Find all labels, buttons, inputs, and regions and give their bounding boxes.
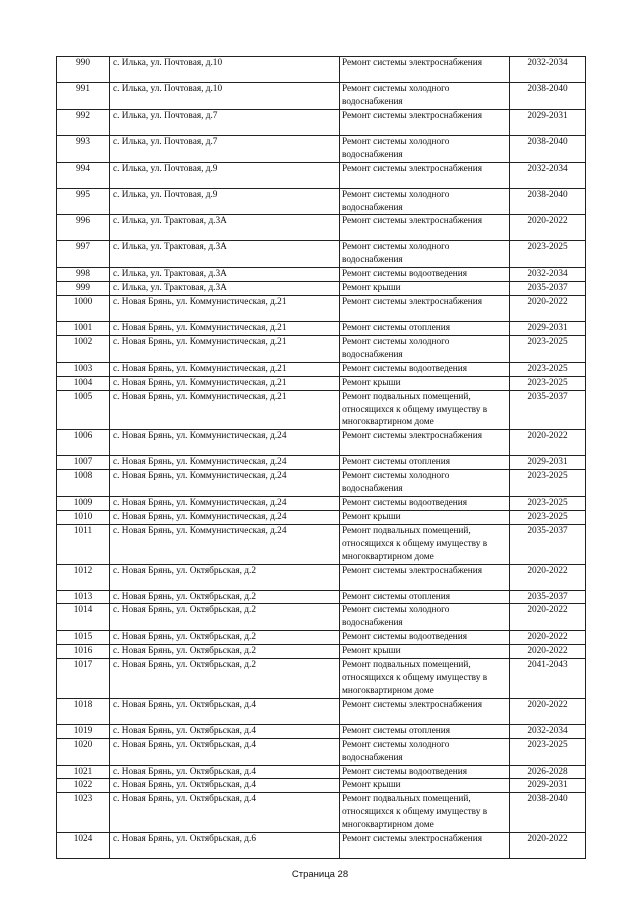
- row-number-cell: 998: [57, 268, 110, 282]
- row-number-cell: 993: [57, 135, 110, 162]
- period-cell: 2041-2043: [510, 659, 586, 699]
- work-type-cell: Ремонт системы водоотведения: [340, 631, 510, 645]
- address-cell: с. Новая Брянь, ул. Октябрьская, д.4: [110, 724, 340, 738]
- table-row: [57, 590, 586, 604]
- work-type-cell: Ремонт системы водоотведения: [340, 268, 510, 282]
- period-cell: 2023-2025: [510, 362, 586, 376]
- row-number-cell: 995: [57, 188, 110, 215]
- address-cell: с. Илька, ул. Трактовая, д.3А: [110, 241, 340, 268]
- work-type-cell: Ремонт подвальных помещений, относящихся к общему имуществу в многоквартирном доме: [340, 659, 510, 699]
- table-row: [57, 564, 586, 590]
- work-type-cell: Ремонт системы отопления: [340, 456, 510, 470]
- table-row: [57, 335, 586, 362]
- page-footer: Страница 28: [291, 869, 349, 880]
- row-number-cell: 1021: [57, 765, 110, 779]
- period-cell: 2032-2034: [510, 724, 586, 738]
- period-cell: 2035-2037: [510, 390, 586, 430]
- table-row: [57, 376, 586, 390]
- period-cell: 2023-2025: [510, 497, 586, 511]
- address-cell: с. Илька, ул. Почтовая, д.9: [110, 162, 340, 188]
- table-row: [57, 659, 586, 699]
- table-row: [57, 390, 586, 430]
- address-cell: с. Новая Брянь, ул. Октябрьская, д.2: [110, 604, 340, 631]
- address-cell: с. Новая Брянь, ул. Октябрьская, д.2: [110, 564, 340, 590]
- row-number-cell: 1020: [57, 738, 110, 765]
- table-row: [57, 430, 586, 456]
- period-cell: 2020-2022: [510, 296, 586, 322]
- address-cell: с. Новая Брянь, ул. Октябрьская, д.2: [110, 590, 340, 604]
- row-number-cell: 992: [57, 109, 110, 135]
- period-cell: 2023-2025: [510, 738, 586, 765]
- period-cell: 2038-2040: [510, 188, 586, 215]
- table-row: [57, 793, 586, 833]
- address-cell: с. Новая Брянь, ул. Октябрьская, д.4: [110, 779, 340, 793]
- period-cell: 2023-2025: [510, 241, 586, 268]
- work-type-cell: Ремонт системы электроснабжения: [340, 162, 510, 188]
- work-type-cell: Ремонт системы водоотведения: [340, 765, 510, 779]
- table-row: [57, 470, 586, 497]
- address-cell: с. Новая Брянь, ул. Коммунистическая, д.21: [110, 362, 340, 376]
- table-row: [57, 296, 586, 322]
- address-cell: с. Новая Брянь, ул. Коммунистическая, д.21: [110, 390, 340, 430]
- period-cell: 2020-2022: [510, 833, 586, 859]
- address-cell: с. Новая Брянь, ул. Октябрьская, д.2: [110, 645, 340, 659]
- table-row: [57, 510, 586, 524]
- table-row: [57, 215, 586, 241]
- work-type-cell: Ремонт системы отопления: [340, 590, 510, 604]
- address-cell: с. Илька, ул. Почтовая, д.10: [110, 57, 340, 83]
- period-cell: 2020-2022: [510, 430, 586, 456]
- table-row: [57, 698, 586, 724]
- period-cell: 2032-2034: [510, 162, 586, 188]
- address-cell: с. Илька, ул. Трактовая, д.3А: [110, 268, 340, 282]
- work-type-cell: Ремонт крыши: [340, 510, 510, 524]
- period-cell: 2029-2031: [510, 322, 586, 336]
- address-cell: с. Новая Брянь, ул. Октябрьская, д.4: [110, 793, 340, 833]
- row-number-cell: 1002: [57, 335, 110, 362]
- address-cell: с. Новая Брянь, ул. Коммунистическая, д.21: [110, 322, 340, 336]
- address-cell: с. Новая Брянь, ул. Октябрьская, д.2: [110, 659, 340, 699]
- work-type-cell: Ремонт подвальных помещений, относящихся к общему имуществу в многоквартирном доме: [340, 524, 510, 564]
- period-cell: 2035-2037: [510, 590, 586, 604]
- work-type-cell: Ремонт системы холодного водоснабжения: [340, 335, 510, 362]
- table-row: [57, 631, 586, 645]
- work-type-cell: Ремонт системы водоотведения: [340, 497, 510, 511]
- table-row: [57, 282, 586, 296]
- address-cell: с. Новая Брянь, ул. Октябрьская, д.4: [110, 698, 340, 724]
- row-number-cell: 1024: [57, 833, 110, 859]
- repair-schedule-table: [56, 56, 586, 859]
- address-cell: с. Новая Брянь, ул. Коммунистическая, д.24: [110, 497, 340, 511]
- row-number-cell: 1005: [57, 390, 110, 430]
- table-row: [57, 83, 586, 110]
- period-cell: 2020-2022: [510, 631, 586, 645]
- address-cell: с. Новая Брянь, ул. Октябрьская, д.2: [110, 631, 340, 645]
- table-row: [57, 241, 586, 268]
- work-type-cell: Ремонт системы электроснабжения: [340, 833, 510, 859]
- table-row: [57, 724, 586, 738]
- table-body: [57, 57, 586, 859]
- address-cell: с. Илька, ул. Почтовая, д.10: [110, 83, 340, 110]
- work-type-cell: Ремонт системы холодного водоснабжения: [340, 135, 510, 162]
- row-number-cell: 1019: [57, 724, 110, 738]
- table-row: [57, 188, 586, 215]
- address-cell: с. Новая Брянь, ул. Коммунистическая, д.24: [110, 430, 340, 456]
- period-cell: 2020-2022: [510, 215, 586, 241]
- row-number-cell: 994: [57, 162, 110, 188]
- table-row: [57, 362, 586, 376]
- period-cell: 2032-2034: [510, 57, 586, 83]
- work-type-cell: Ремонт системы холодного водоснабжения: [340, 738, 510, 765]
- table-row: [57, 109, 586, 135]
- row-number-cell: 1013: [57, 590, 110, 604]
- work-type-cell: Ремонт системы холодного водоснабжения: [340, 188, 510, 215]
- period-cell: 2038-2040: [510, 83, 586, 110]
- period-cell: 2023-2025: [510, 376, 586, 390]
- period-cell: 2026-2028: [510, 765, 586, 779]
- address-cell: с. Новая Брянь, ул. Октябрьская, д.4: [110, 765, 340, 779]
- address-cell: с. Новая Брянь, ул. Октябрьская, д.4: [110, 738, 340, 765]
- work-type-cell: Ремонт крыши: [340, 779, 510, 793]
- table-row: [57, 162, 586, 188]
- work-type-cell: Ремонт системы электроснабжения: [340, 564, 510, 590]
- row-number-cell: 1011: [57, 524, 110, 564]
- row-number-cell: 999: [57, 282, 110, 296]
- period-cell: 2035-2037: [510, 524, 586, 564]
- row-number-cell: 991: [57, 83, 110, 110]
- table-row: [57, 268, 586, 282]
- period-cell: 2029-2031: [510, 456, 586, 470]
- address-cell: с. Новая Брянь, ул. Коммунистическая, д.21: [110, 296, 340, 322]
- work-type-cell: Ремонт крыши: [340, 282, 510, 296]
- table-row: [57, 779, 586, 793]
- address-cell: с. Новая Брянь, ул. Октябрьская, д.6: [110, 833, 340, 859]
- address-cell: с. Илька, ул. Почтовая, д.7: [110, 135, 340, 162]
- address-cell: с. Новая Брянь, ул. Коммунистическая, д.21: [110, 335, 340, 362]
- row-number-cell: 1006: [57, 430, 110, 456]
- table-row: [57, 833, 586, 859]
- work-type-cell: Ремонт крыши: [340, 376, 510, 390]
- row-number-cell: 1018: [57, 698, 110, 724]
- row-number-cell: 1014: [57, 604, 110, 631]
- period-cell: 2020-2022: [510, 645, 586, 659]
- work-type-cell: Ремонт подвальных помещений, относящихся к общему имуществу в многоквартирном доме: [340, 390, 510, 430]
- period-cell: 2020-2022: [510, 564, 586, 590]
- row-number-cell: 1008: [57, 470, 110, 497]
- address-cell: с. Новая Брянь, ул. Коммунистическая, д.24: [110, 470, 340, 497]
- work-type-cell: Ремонт системы электроснабжения: [340, 215, 510, 241]
- period-cell: 2023-2025: [510, 470, 586, 497]
- address-cell: с. Новая Брянь, ул. Коммунистическая, д.24: [110, 510, 340, 524]
- address-cell: с. Илька, ул. Трактовая, д.3А: [110, 282, 340, 296]
- table-row: [57, 524, 586, 564]
- row-number-cell: 1017: [57, 659, 110, 699]
- row-number-cell: 1012: [57, 564, 110, 590]
- period-cell: 2038-2040: [510, 135, 586, 162]
- work-type-cell: Ремонт системы электроснабжения: [340, 109, 510, 135]
- work-type-cell: Ремонт системы холодного водоснабжения: [340, 470, 510, 497]
- row-number-cell: 996: [57, 215, 110, 241]
- work-type-cell: Ремонт системы водоотведения: [340, 362, 510, 376]
- address-cell: с. Новая Брянь, ул. Коммунистическая, д.24: [110, 456, 340, 470]
- work-type-cell: Ремонт крыши: [340, 645, 510, 659]
- address-cell: с. Илька, ул. Почтовая, д.7: [110, 109, 340, 135]
- period-cell: 2020-2022: [510, 698, 586, 724]
- work-type-cell: Ремонт системы холодного водоснабжения: [340, 83, 510, 110]
- table-row: [57, 604, 586, 631]
- row-number-cell: 1000: [57, 296, 110, 322]
- row-number-cell: 1003: [57, 362, 110, 376]
- work-type-cell: Ремонт системы холодного водоснабжения: [340, 604, 510, 631]
- table-row: [57, 456, 586, 470]
- work-type-cell: Ремонт подвальных помещений, относящихся к общему имуществу в многоквартирном доме: [340, 793, 510, 833]
- row-number-cell: 1023: [57, 793, 110, 833]
- table-row: [57, 57, 586, 83]
- address-cell: с. Новая Брянь, ул. Коммунистическая, д.24: [110, 524, 340, 564]
- period-cell: 2035-2037: [510, 282, 586, 296]
- work-type-cell: Ремонт системы отопления: [340, 724, 510, 738]
- address-cell: с. Илька, ул. Почтовая, д.9: [110, 188, 340, 215]
- table-row: [57, 497, 586, 511]
- table-row: [57, 765, 586, 779]
- work-type-cell: Ремонт системы холодного водоснабжения: [340, 241, 510, 268]
- period-cell: 2029-2031: [510, 779, 586, 793]
- address-cell: с. Новая Брянь, ул. Коммунистическая, д.21: [110, 376, 340, 390]
- work-type-cell: Ремонт системы электроснабжения: [340, 430, 510, 456]
- work-type-cell: Ремонт системы отопления: [340, 322, 510, 336]
- address-cell: с. Илька, ул. Трактовая, д.3А: [110, 215, 340, 241]
- work-type-cell: Ремонт системы электроснабжения: [340, 698, 510, 724]
- work-type-cell: Ремонт системы электроснабжения: [340, 296, 510, 322]
- row-number-cell: 990: [57, 57, 110, 83]
- row-number-cell: 1022: [57, 779, 110, 793]
- row-number-cell: 1015: [57, 631, 110, 645]
- row-number-cell: 1010: [57, 510, 110, 524]
- period-cell: 2038-2040: [510, 793, 586, 833]
- table-row: [57, 738, 586, 765]
- period-cell: 2023-2025: [510, 335, 586, 362]
- work-type-cell: Ремонт системы электроснабжения: [340, 57, 510, 83]
- table-row: [57, 135, 586, 162]
- period-cell: 2023-2025: [510, 510, 586, 524]
- row-number-cell: 1016: [57, 645, 110, 659]
- row-number-cell: 1001: [57, 322, 110, 336]
- period-cell: 2020-2022: [510, 604, 586, 631]
- table-row: [57, 645, 586, 659]
- row-number-cell: 1009: [57, 497, 110, 511]
- row-number-cell: 1007: [57, 456, 110, 470]
- row-number-cell: 997: [57, 241, 110, 268]
- period-cell: 2032-2034: [510, 268, 586, 282]
- row-number-cell: 1004: [57, 376, 110, 390]
- table-row: [57, 322, 586, 336]
- period-cell: 2029-2031: [510, 109, 586, 135]
